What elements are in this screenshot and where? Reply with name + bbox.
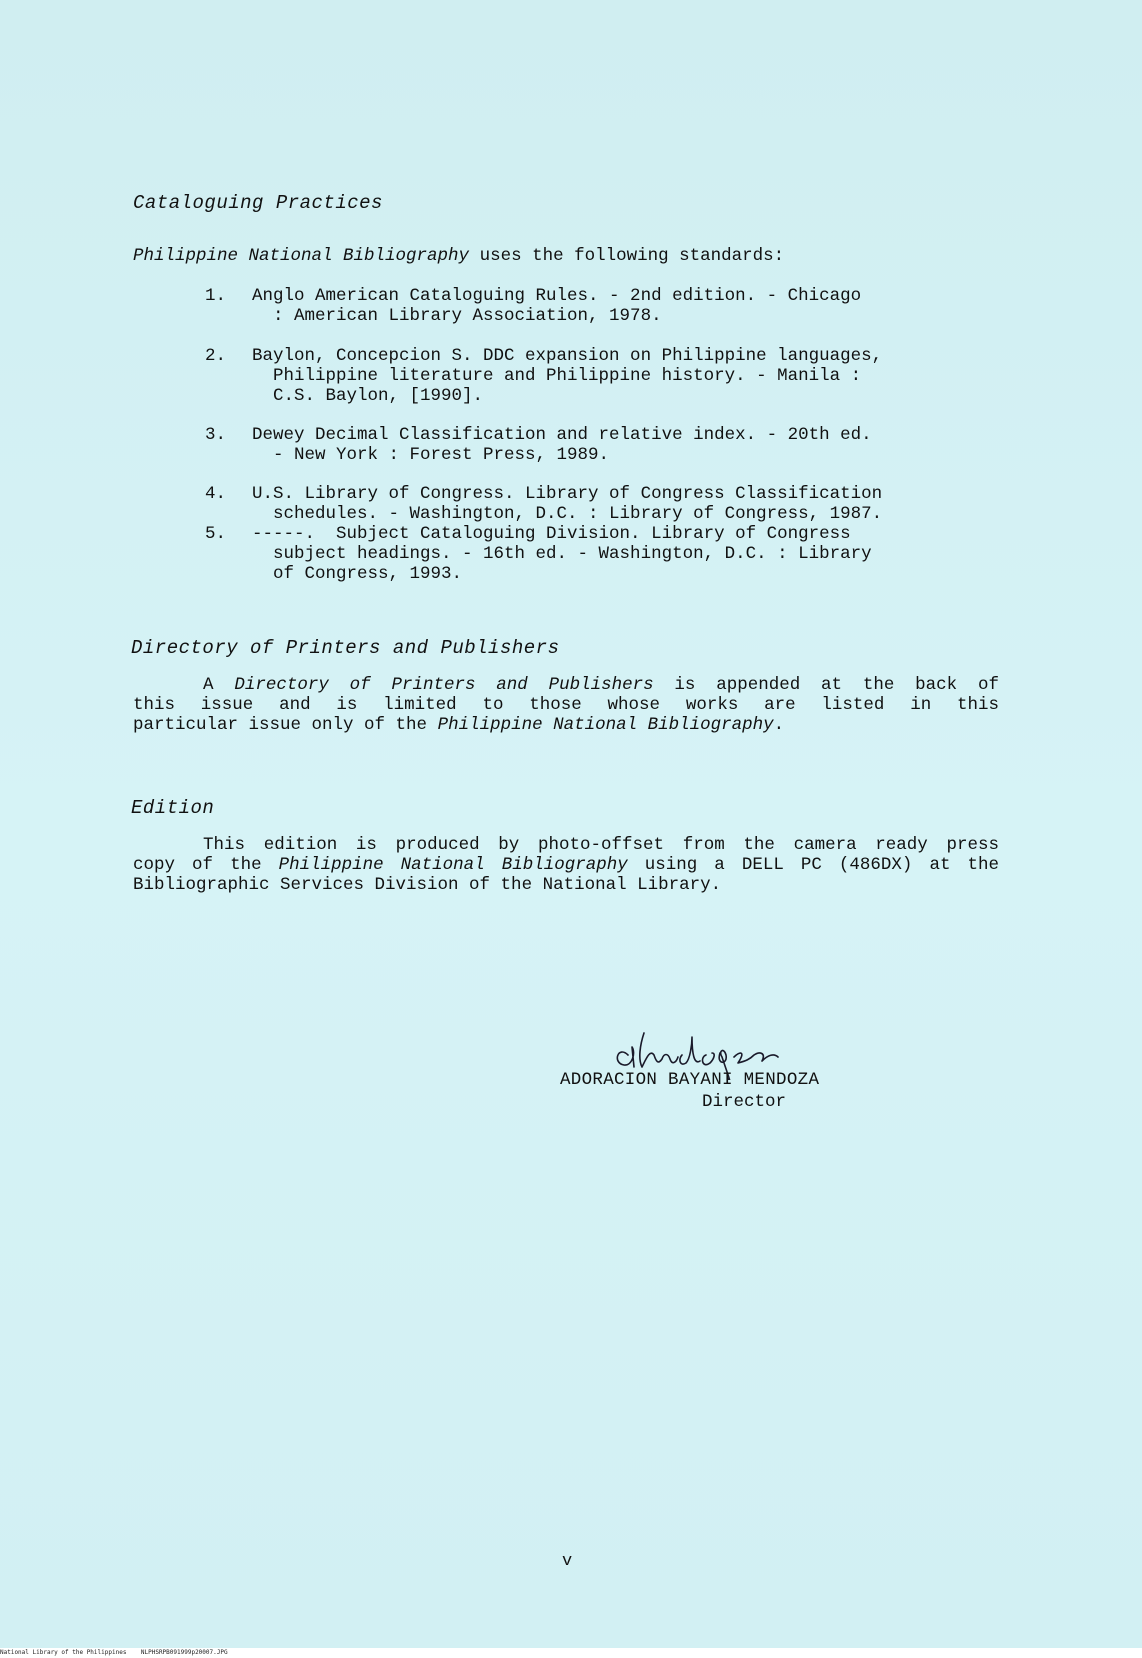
list-item-line: : American Library Association, 1978. <box>252 306 662 326</box>
list-item-number: 3. <box>205 425 227 445</box>
text-run: particular issue only of the <box>133 715 438 735</box>
text-run: A <box>203 675 235 695</box>
cataloguing-intro <box>133 246 784 266</box>
list-item-number: 4. <box>205 484 227 504</box>
list-item <box>252 425 872 465</box>
paragraph-line <box>133 855 999 875</box>
paragraph-line <box>133 715 999 735</box>
directory-paragraph <box>133 675 999 735</box>
section-heading-edition: Edition <box>131 797 215 819</box>
italic-title: Philippine National Bibliography <box>278 855 628 875</box>
list-item-number: 2. <box>205 346 227 366</box>
intro-title: Philippine National Bibliography <box>133 246 470 266</box>
signatory-name: ADORACION BAYANI MENDOZA <box>560 1070 820 1090</box>
italic-title: Directory of Printers and Publishers <box>234 675 654 695</box>
list-item-line: of Congress, 1993. <box>252 564 463 584</box>
list-item-line: C.S. Baylon, [1990]. <box>252 386 484 406</box>
list-item-line: subject headings. - 16th ed. - Washington, D.C. : Library <box>252 544 872 564</box>
edition-paragraph <box>133 835 999 895</box>
list-item-line: Dewey Decimal Classification and relative index. - 20th ed. <box>252 425 872 445</box>
list-item-line: schedules. - Washington, D.C. : Library of Congress, 1987. <box>252 504 883 524</box>
intro-rest: uses the following standards: <box>469 246 785 266</box>
list-item-line: - New York : Forest Press, 1989. <box>252 445 610 465</box>
text-run: using a DELL PC (486DX) at the <box>627 855 999 875</box>
list-item-line: U.S. Library of Congress. Library of Congress Classification <box>252 484 883 504</box>
text-run: is appended at the back of <box>653 675 999 695</box>
text-run: . <box>773 715 785 735</box>
list-item-line: Baylon, Concepcion S. DDC expansion on Philippine languages, <box>252 346 883 366</box>
paragraph-line: This edition is produced by photo-offset from the camera ready press <box>203 835 999 855</box>
list-item <box>252 346 882 406</box>
list-item <box>252 286 861 326</box>
list-item <box>252 524 872 584</box>
list-item-line: Philippine literature and Philippine history. - Manila : <box>252 366 862 386</box>
section-heading-cataloguing: Cataloguing Practices <box>133 192 383 214</box>
paragraph-line: Bibliographic Services Division of the National Library. <box>133 875 722 895</box>
text-run: copy of the <box>133 855 279 875</box>
section-heading-directory: Directory of Printers and Publishers <box>131 637 560 659</box>
list-item-number: 1. <box>205 286 227 306</box>
list-item-line: -----. Subject Cataloguing Division. Library of Congress <box>252 524 851 544</box>
scan-footer: National Library of the Philippines NLPHSRPB091999p20007.JPG <box>0 1648 1142 1658</box>
list-item-number: 5. <box>205 524 227 544</box>
page-number: v <box>562 1552 573 1571</box>
italic-title: Philippine National Bibliography <box>437 715 774 735</box>
paragraph-line <box>133 675 999 695</box>
list-item-line: Anglo American Cataloguing Rules. - 2nd edition. - Chicago <box>252 286 862 306</box>
signatory-title: Director <box>702 1092 787 1112</box>
paragraph-line: this issue and is limited to those whose works are listed in this <box>133 695 999 715</box>
list-item <box>252 484 882 524</box>
